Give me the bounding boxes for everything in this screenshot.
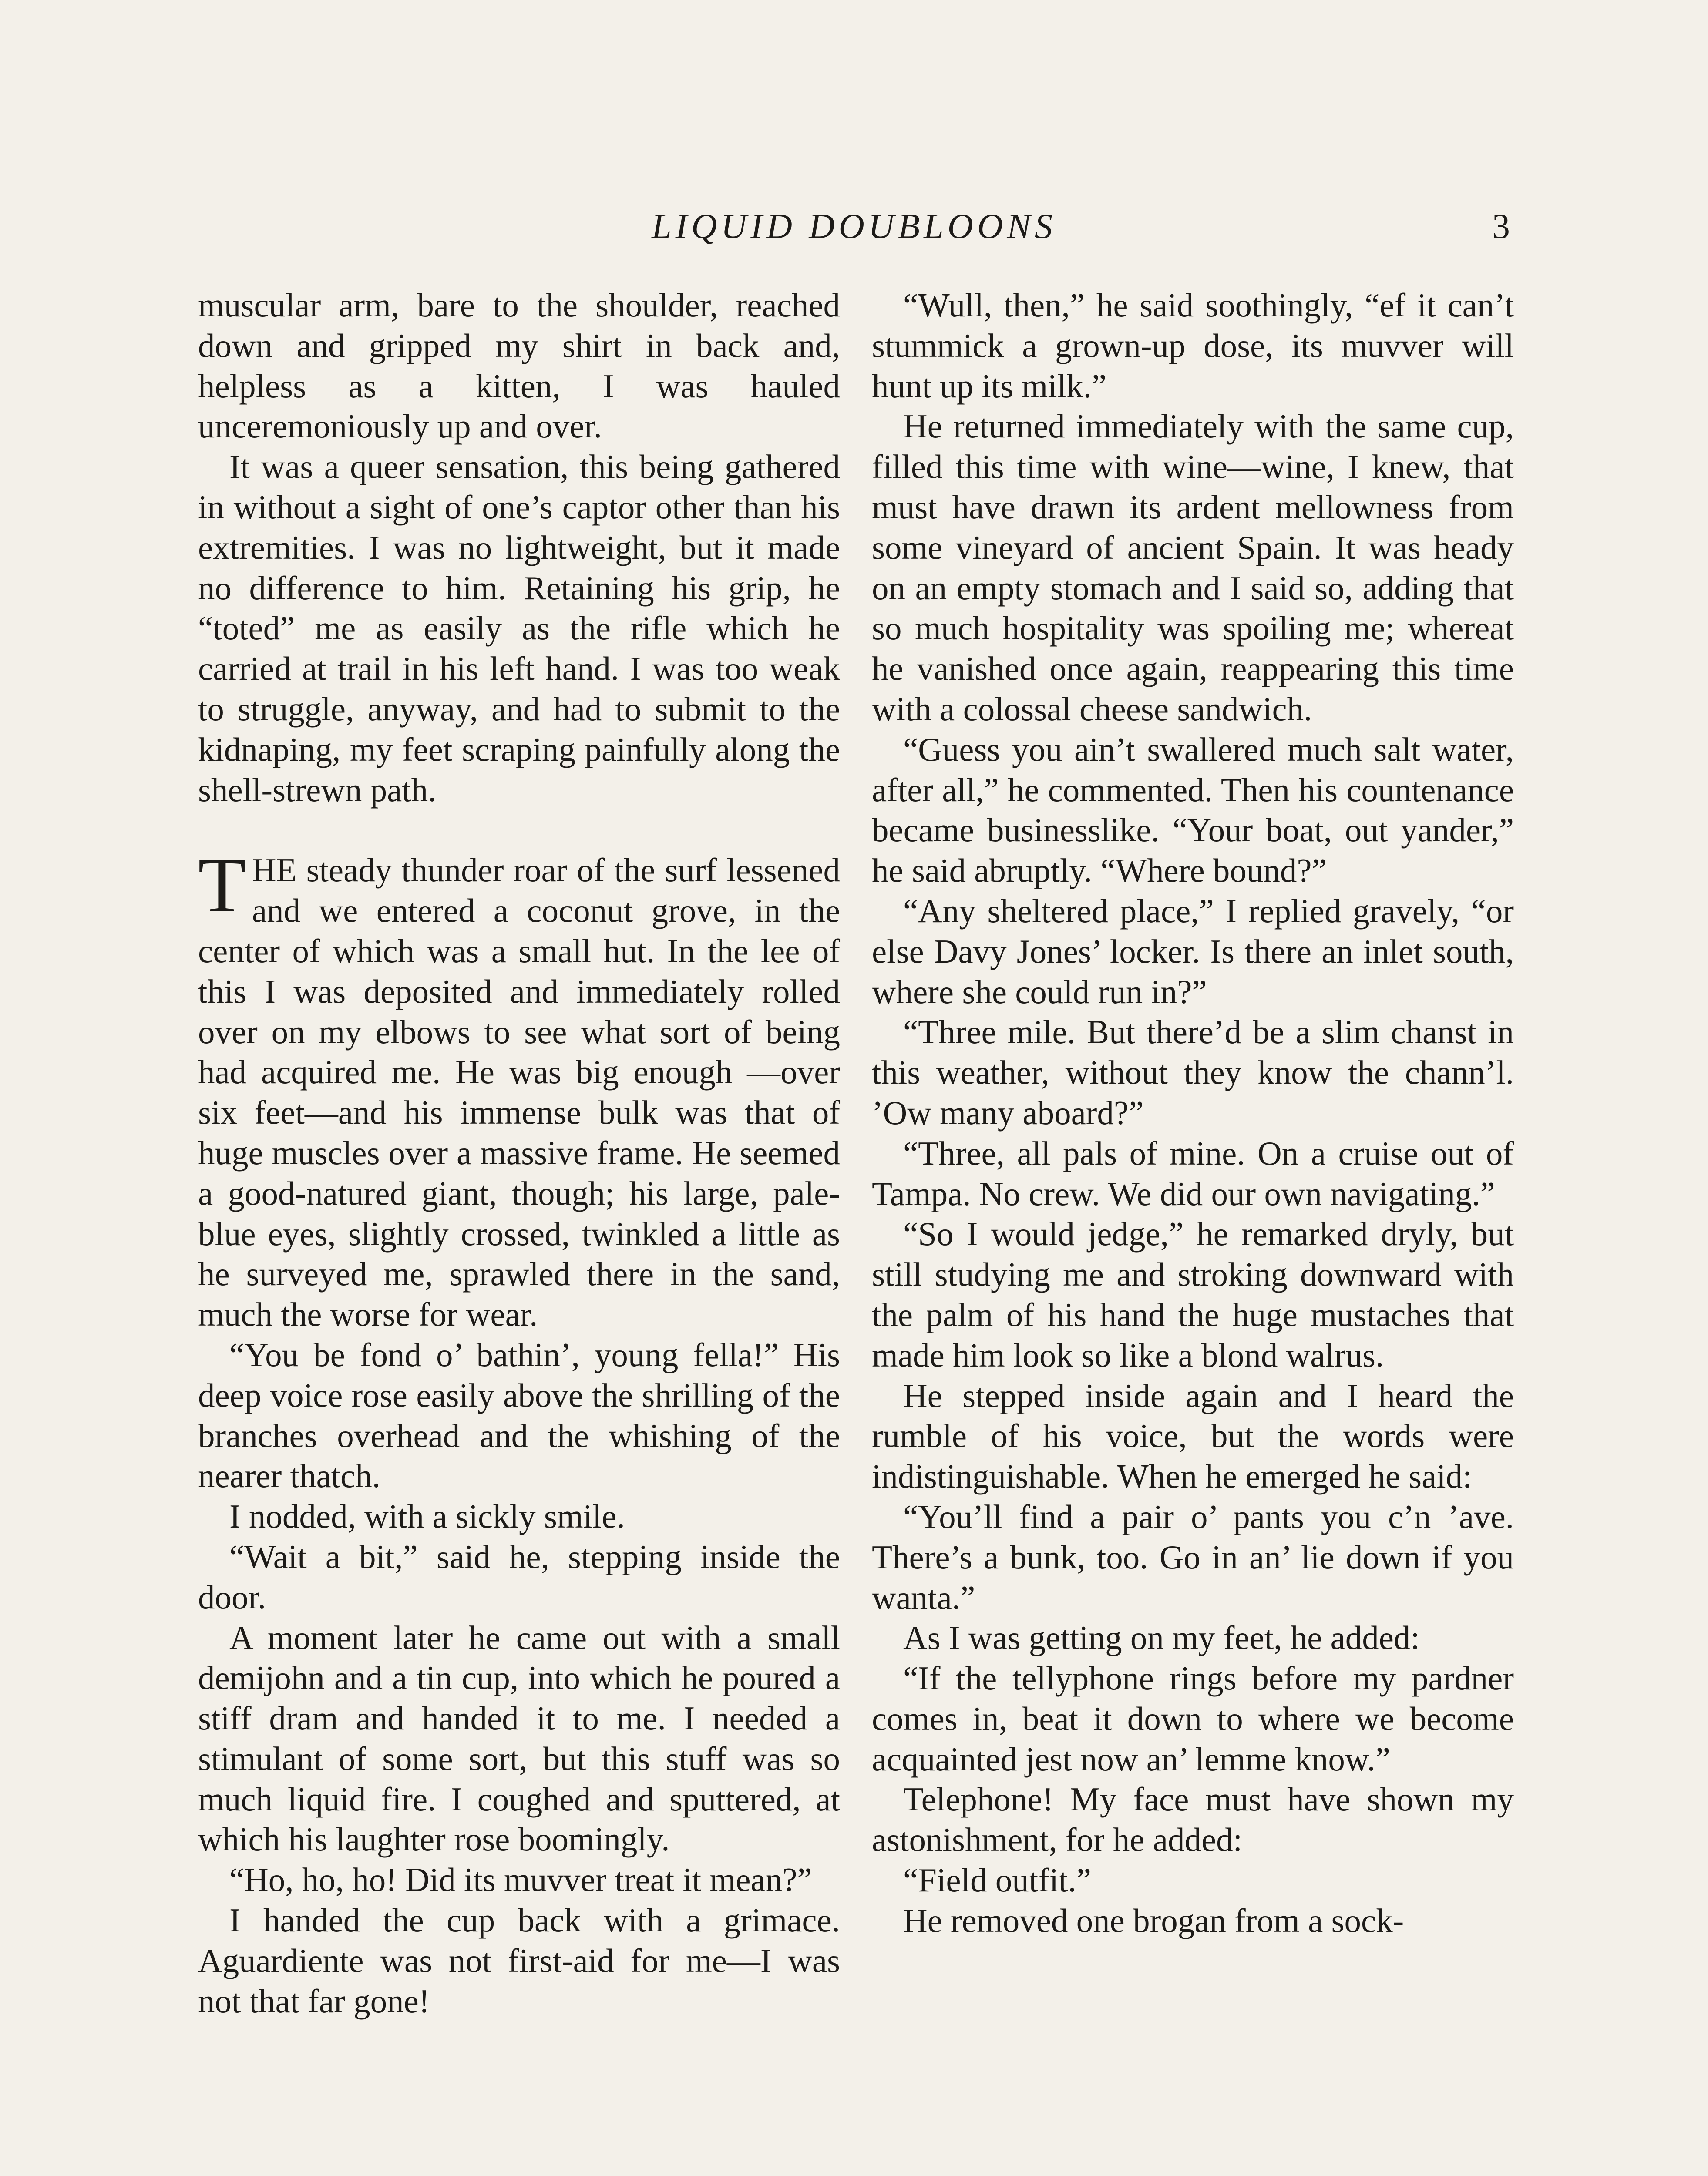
- running-title: LIQUID DOUBLOONS: [652, 206, 1056, 246]
- paragraph: I nodded, with a sickly smile.: [229, 1498, 625, 1535]
- paragraph: “Wait a bit,” said he, stepping inside the door.: [198, 1538, 840, 1616]
- paragraph: He removed one brogan from a sock-: [903, 1901, 1404, 1939]
- right-column: [872, 285, 1514, 1941]
- paragraph: “Ho, ho, ho! Did its muvver treat it mean?”: [229, 1861, 812, 1899]
- paragraph: “Wull, then,” he said soothingly, “ef it can’t stummick a grown-up dose, its muvver will hunt up its milk.”: [872, 286, 1514, 405]
- paragraph: Telephone! My face must have shown my astonishment, for he added:: [872, 1780, 1514, 1859]
- paragraph: “You be fond o’ bathin’, young fella!” His deep voice rose easily above the shrilling of the branches overhead and the whishing of the nearer thatch.: [198, 1336, 840, 1495]
- paragraph: “Any sheltered place,” I replied gravely, “or else Davy Jones’ locker. Is there an inlet south, where she could run in?”: [872, 892, 1514, 1011]
- paragraph-text: steady thunder roar of the surf lessened and we entered a coconut grove, in the center of which was a small hut. In the lee of this I was deposited and immediately rolled over on my elbows to see what sort of being had acquired me. He was big enough —over six feet—and his immense bulk was that of huge muscles over a massive frame. He seemed a good-natured giant, though; his large, pale-blue eyes, slightly crossed, twinkled a little as he surveyed me, sprawled there in the sand, much the worse for wear.: [198, 851, 840, 1333]
- page-header: [0, 0, 1708, 244]
- page-number: 3: [1492, 206, 1510, 246]
- small-caps-lead: HE: [252, 851, 297, 889]
- paragraph: “Guess you ain’t swallered much salt water, after all,” he commented. Then his countenance became businesslike. “Your boat, out yander,” he said abruptly. “Where bound?”: [872, 730, 1514, 890]
- paragraph: A moment later he came out with a small demijohn and a tin cup, into which he poured a stiff dram and handed it to me. I needed a stimulant of some sort, but this stuff was so much liquid fire. I coughed and sputtered, at which his laughter rose boomingly.: [198, 1619, 840, 1858]
- paragraph: “You’ll find a pair o’ pants you c’n ’ave. There’s a bunk, too. Go in an’ lie down if you wanta.”: [872, 1498, 1514, 1616]
- paragraph: “Three, all pals of mine. On a cruise out of Tampa. No crew. We did our own navigating.”: [872, 1134, 1514, 1212]
- paragraph: “Three mile. But there’d be a slim chanst in this weather, without they know the chann’l. ’Ow many aboard?”: [872, 1013, 1514, 1132]
- section-opening-paragraph: [198, 842, 840, 1335]
- drop-cap: T: [198, 842, 246, 929]
- paragraph: “If the tellyphone rings before my pardner comes in, beat it down to where we become acquainted jest now an’ lemme know.”: [872, 1659, 1514, 1778]
- left-column: [198, 285, 840, 2021]
- paragraph: He stepped inside again and I heard the rumble of his voice, but the words were indistinguishable. When he emerged he said:: [872, 1377, 1514, 1495]
- paragraph: It was a queer sensation, this being gathered in without a sight of one’s captor other than his extremities. I was no lightweight, but it made no difference to him. Retaining his grip, he “toted” me as easily as the rifle which he carried at trail in his left hand. I was too weak to struggle, anyway, and had to submit to the kidnaping, my feet scraping painfully along the shell-strewn path.: [198, 448, 840, 809]
- paragraph: As I was getting on my feet, he added:: [903, 1619, 1420, 1657]
- paragraph: He returned immediately with the same cup, filled this time with wine—wine, I knew, that must have drawn its ardent mellowness from some vineyard of ancient Spain. It was heady on an empty stomach and I said so, adding that so much hospitality was spoiling me; whereat he vanished once again, reappearing this time with a colossal cheese sandwich.: [872, 407, 1514, 728]
- paragraph: muscular arm, bare to the shoulder, reached down and gripped my shirt in back and, helpless as a kitten, I was hauled unceremoniously up and over.: [198, 286, 840, 445]
- paragraph: “Field outfit.”: [903, 1861, 1091, 1899]
- paragraph: I handed the cup back with a grimace. Aguardiente was not first-aid for me—I was not that far gone!: [198, 1901, 840, 2020]
- paragraph: “So I would jedge,” he remarked dryly, but still studying me and stroking downward with the palm of his hand the huge mustaches that made him look so like a blond walrus.: [872, 1215, 1514, 1374]
